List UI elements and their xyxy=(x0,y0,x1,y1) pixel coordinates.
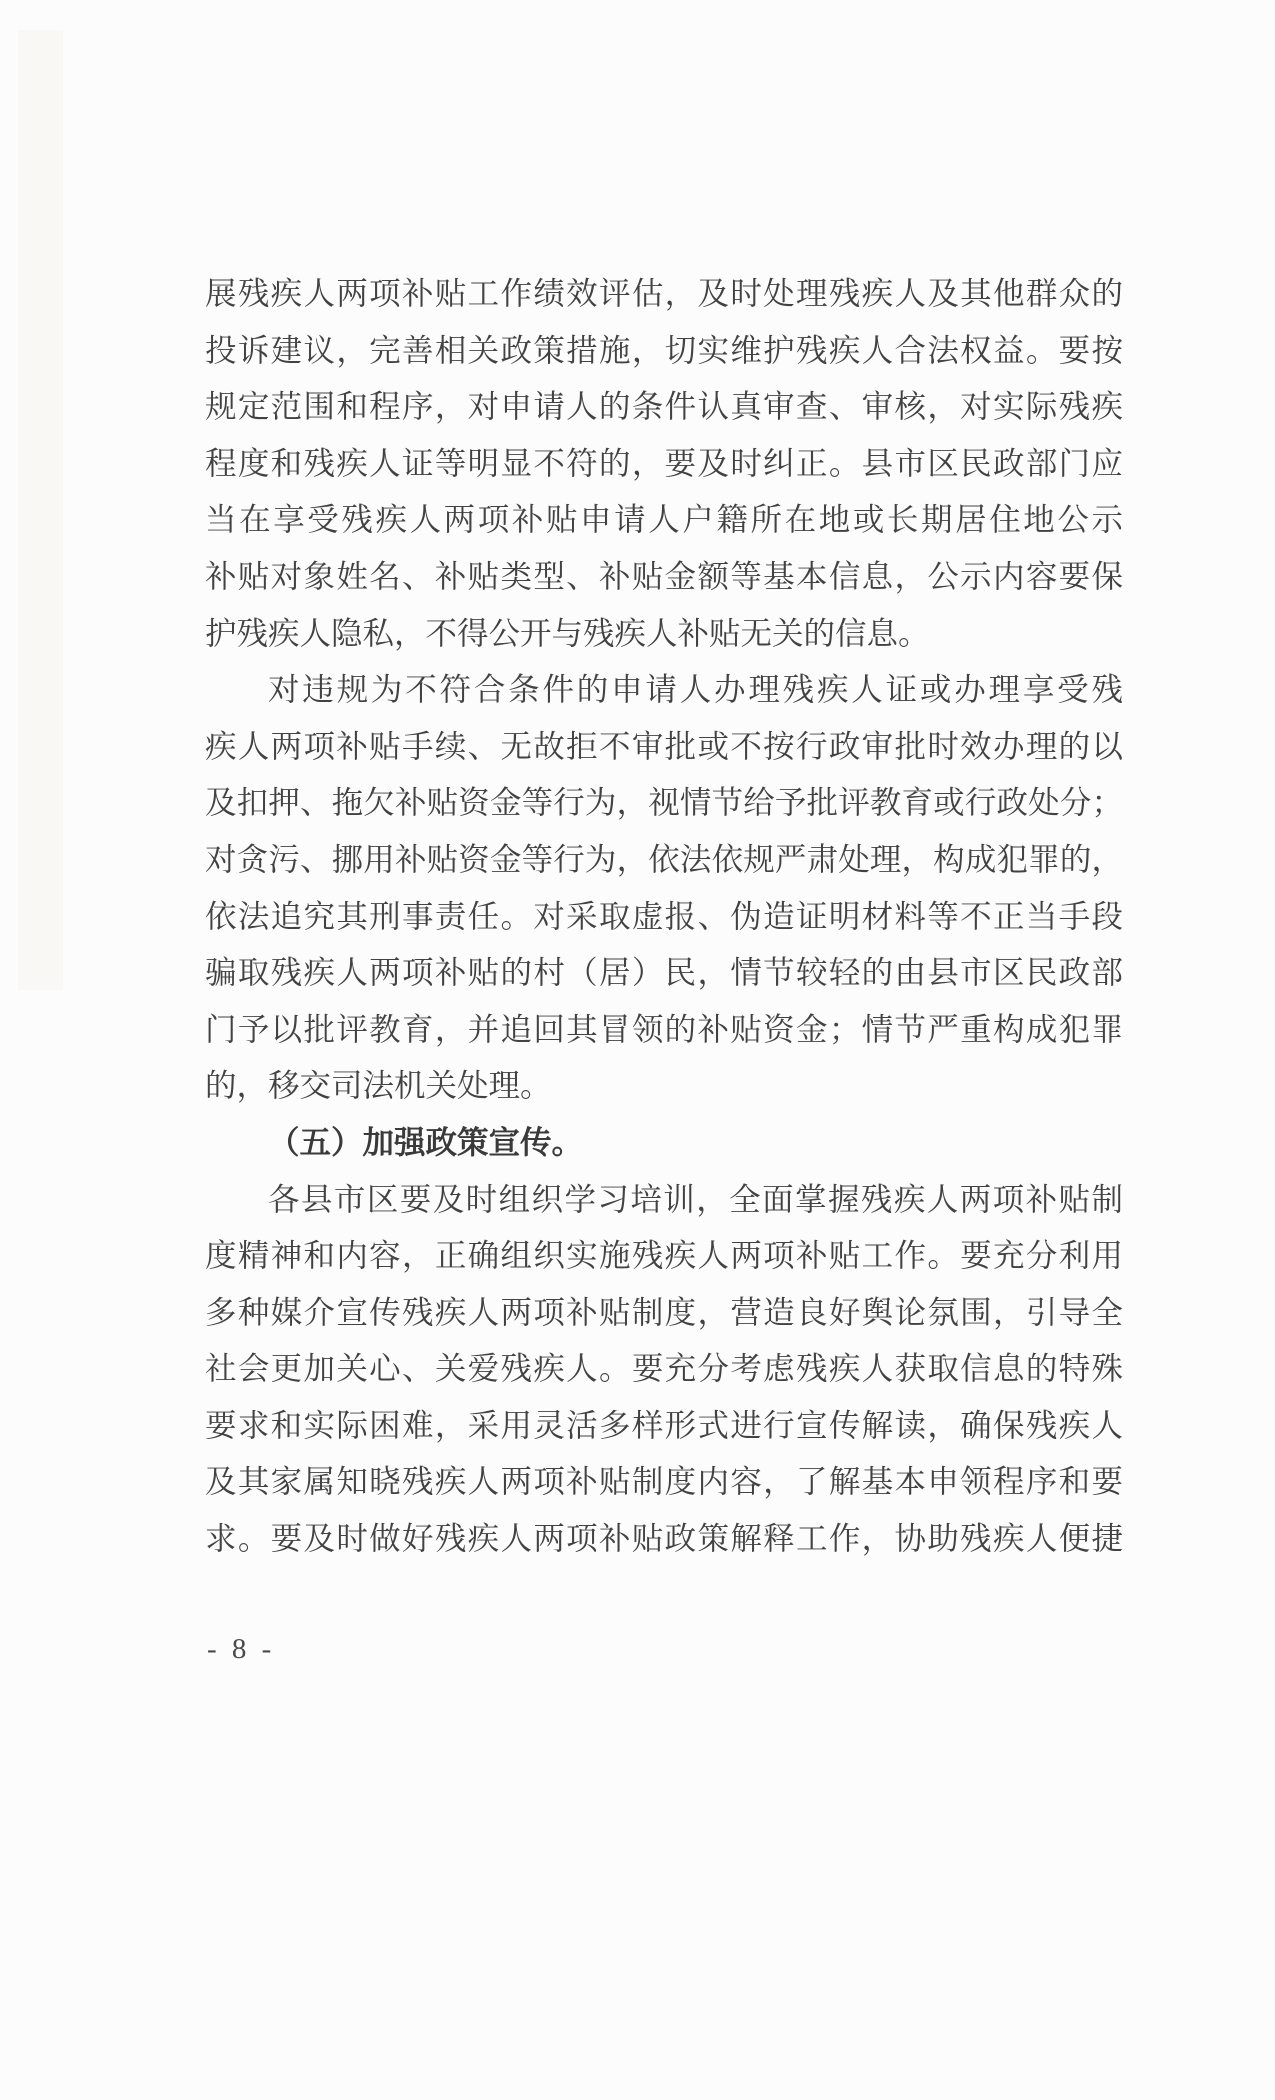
text-line: 依法追究其刑事责任。对采取虚报、伪造证明材料等不正当手段 xyxy=(205,898,1123,934)
text-line: 度精神和内容，正确组织实施残疾人两项补贴工作。要充分利用 xyxy=(205,1238,1123,1274)
text-line: 及其家属知晓残疾人两项补贴制度内容，了解基本申领程序和要 xyxy=(205,1464,1123,1500)
page-number: - 8 - xyxy=(207,1633,276,1665)
text-line: 骗取残疾人两项补贴的村（居）民，情节较轻的由县市区民政部 xyxy=(205,955,1123,991)
text-line: 投诉建议，完善相关政策措施，切实维护残疾人合法权益。要按 xyxy=(205,332,1123,368)
text-line: 程度和残疾人证等明显不符的，要及时纠正。县市区民政部门应 xyxy=(205,445,1123,481)
text-line: 对违规为不符合条件的申请人办理残疾人证或办理享受残 xyxy=(268,672,1123,708)
text-line: 各县市区要及时组织学习培训，全面掌握残疾人两项补贴制 xyxy=(268,1181,1123,1217)
text-line: 展残疾人两项补贴工作绩效评估，及时处理残疾人及其他群众的 xyxy=(205,276,1123,311)
text-line: 护残疾人隐私，不得公开与残疾人补贴无关的信息。 xyxy=(205,615,930,651)
text-line: 规定范围和程序，对申请人的条件认真审查、审核，对实际残疾 xyxy=(205,389,1123,425)
document-body xyxy=(205,266,1123,1568)
text-line: 门予以批评教育，并追回其冒领的补贴资金；情节严重构成犯罪 xyxy=(205,1011,1123,1047)
text-line: 要求和实际困难，采用灵活多样形式进行宣传解读，确保残疾人 xyxy=(205,1407,1123,1443)
text-line: 及扣押、拖欠补贴资金等行为，视情节给予批评教育或行政处分； xyxy=(205,785,1123,821)
section-heading: （五）加强政策宣传。 xyxy=(268,1124,584,1160)
text-line: 当在享受残疾人两项补贴申请人户籍所在地或长期居住地公示 xyxy=(205,502,1123,538)
scan-artifact-band xyxy=(18,30,63,990)
text-line: 补贴对象姓名、补贴类型、补贴金额等基本信息，公示内容要保 xyxy=(205,558,1123,594)
text-line: 疾人两项补贴手续、无故拒不审批或不按行政审批时效办理的以 xyxy=(205,728,1123,764)
text-line: 的，移交司法机关处理。 xyxy=(205,1068,552,1104)
text-line: 求。要及时做好残疾人两项补贴政策解释工作，协助残疾人便捷 xyxy=(205,1521,1123,1557)
text-line: 多种媒介宣传残疾人两项补贴制度，营造良好舆论氛围，引导全 xyxy=(205,1294,1123,1330)
text-line: 社会更加关心、关爱残疾人。要充分考虑残疾人获取信息的特殊 xyxy=(205,1351,1123,1387)
text-line: 对贪污、挪用补贴资金等行为，依法依规严肃处理，构成犯罪的， xyxy=(205,841,1123,877)
